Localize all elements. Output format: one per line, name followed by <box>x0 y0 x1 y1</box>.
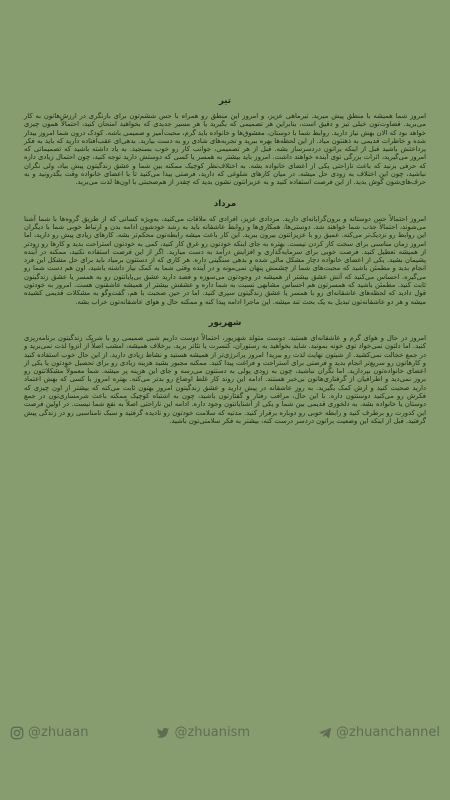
section-mordad <box>24 199 426 306</box>
telegram-icon <box>318 726 332 740</box>
section-text: امروز احتمالاً حس دوستانه و برون‌گرایانه‌ای دارید. مردادی عزیز، افرادی که ملاقات می‌کنید، به‌ویژه کسانی که از طریق گروه‌ها با شما آشنا می‌شوند، احتمالاً جذب شما خواهند شد. دوستی‌ها، همکاری‌ها و روابط عاشقانه باید به رشد خودشون ادامه بدن و ارتباط خوبی شما با دیگران این روابط رو نزدیک‌تر می‌کنه. عمیق رو با عزیزانتون بیرون ببرید. این کار باعث میشه رابطه‌تون محکم‌تر بشه. کارهای زیادی پیش رو دارید، اما امروز زمان مناسبی برای سخت کار کردن نیست. بهتره به جای اینکه خودتون رو غرق کار کنید، کمی به خودتون استراحت بدید و کارها رو زودتر از همیشه تعطیل کنید. فرصت خوبی برای سرمایه‌گذاری و افزایش درآمد به دست میارید. اگر از این فرصت استفاده نکنید، ممکنه در آینده پشیمان بشید. یکی از اعضای خانواده دچار مشکل مالی شده و بدهی سنگینی داره. هر کاری که از دستتون برمیاد باید برای حل مشکل این فرد انجام بدید و مطمئن باشید که محبت‌های شما از چشمش پنهان نمی‌مونه و در آینده وقتی شما به کمک نیاز داشته باشید، اون هم دست شما رو می‌گیره. احساس می‌کنید که آتش عشق بیشتر از همیشه در وجودتون می‌سوزه و قصد دارید عشق بی‌پایانتون رو به همسر یا عشق زندگیتون ثابت کنید. مطمئن باشید که همسرتون هم احساس مشابهی نسبت به شما داره و عشقش بیشتر از همیشه عاشقتون هست. امروز به خودتون قول دادید که لحظه‌های عاشقانه‌ای رو با همسر یا عشق زندگیتون سپری کنید. اما در حین صحبت با هم، گفت‌وگو به مشکلات قدیمی کشیده میشه و هر دو عاشقانه‌تون تبدیل به یک بحث تند میشه. این ماجرا ادامه پیدا کنه و ممکنه حال و هوای عاشقانه‌تون خراب بشه. <box>24 214 426 306</box>
telegram-label: @zhuanchannel <box>336 725 440 740</box>
section-text: امروز شما همیشه با منطق پیش میرید. تیرماهی عزیز، و امروز این منطق رو همراه با حس ششم‌تون برای بازنگری در ارزش‌هاتون به کار می‌برید. قضاوت‌تون خیلی تیز و دقیق است، بنابراین هر تصمیمی که بگیرید یا هر مسیر جدیدی که بخواهید امتحان کنید، احتمالاً همون چیزی خواهد بود که الان بهش نیاز دارید. روابط شما با دوستان، معشوق‌ها و خانواده باید گرم، محبت‌آمیز و صمیمی باشه. کودک درون شما امروز بیدار شده و خاطرات قدیمی به ذهنتون میاد. از این لحظه‌ها بهره ببرید و تجربه‌های شادی رو به دست بیارید. بدهی‌ای عقب‌افتاده دارید که باید به فکر پرداختش باشید قبل از اینکه براتون دردسرساز بشه. قبل از هر تصمیمی، جوانب کار رو خوب بسنجید. به یاد داشته باشید که تصمیماتی که امروز می‌گیرید، اثرات بزرگی توی آینده خواهند داشت. امروز باید بیشتر به همسر یا کسی که دوستش دارید توجه کنید، چون احتمال زیادی داره که حرفی بزنید که باعث ناراحتی یکی از اعضای خانواده بشه. به اختلاف‌نظر کوچیک ممکنه بین شما و عشق زندگیتون پیش بیاد، ولی نگران نباشید، چون این اختلاف به زودی حل میشه. در میان کارهای شلوغی که دارید، فرصتی پیدا می‌کنید تا با اعضای خانواده وقت بگذرونید و به حرف‌های‌شون گوش بدید. از این فرصت استفاده کنید و به عزیزانتون نشون بدید که چقدر از هم‌صحبتی با اون‌ها لذت می‌برید. <box>24 112 426 187</box>
instagram-label: @zhuaan <box>28 725 89 740</box>
twitter-handle[interactable] <box>156 725 250 740</box>
social-footer <box>10 725 440 740</box>
twitter-icon <box>156 726 170 740</box>
section-tir <box>24 96 426 187</box>
section-title: مرداد <box>213 198 237 209</box>
section-text: امروز در حال و هوای گرم و عاشقانه‌ای هستید. دوست متولد شهریور، احتمالاً دوست داریم شبی صمیمی رو با شریک زندگیتون برنامه‌ریزی کنید. اما دلتون نمی‌خواد توی خونه بمونید. شاید بخواهید به رستوران، کنسرت یا تئاتر برید. برخلاف همیشه، امشب اصلاً از انزوا لذت نمی‌برید و در جمع خجالت نمی‌کشید. از شبتون نهایت لذت رو ببرید! امروز پرانرژی‌تر از همیشه هستید و نشاط زیادی دارید. از این حال خوب استفاده کنید و کارهاتون رو سریع‌تر انجام بدید و فرصتی برای استراحت و فراغت پیدا کنید. ممکنه مجبور بشید هزینه زیادی رو برای تحصیل خودتون یا یکی از اعضای خانواده‌تون بپردازید. اما نگران نباشید، چون به زودی پولی به دستتون می‌رسه و جای این هزینه پر میشه. شما معمولاً مشکلاتتون رو بروز نمی‌دید و اطرافیان از گرفتاری‌هاتون بی‌خبر هستند. ادامه این روند کار غلط اوضاع رو بدتر می‌کنه. بهتره امروز با کسی که بهش اعتماد دارید صحبت کنید و ازش کمک بگیرید. به روزِ عاشقانه در پیش دارید و عشق زندگیتون امروز بهتون ثابت می‌کنه که بیشتر از اون چیزی که فکرش رو می‌کنید دوستتون داره. با این حال، مراقب رفتار و گفتارتون باشید، چون به اشتباه کوچیک ممکنه باعث شرمساری‌تون در جمع دوستان یا خانواده بشه. به دلخوری قدیمی بین شما و یکی از آشنایانتون وجود داره. ادامه این ناراحتی اصلاً به نفع شما نیست. در اولین فرصت این کدورت رو برطرف کنید و رابطه خوبی رو دوباره برقرار کنید. مدتیه که سلامت خودتون رو نادیده گرفتید و سبک نامناسبی رو در زندگی پیش گرفتید. قبل از اینکه این وضعیت براتون دردسر درست کنه، بیشتر به فکر سلامتی‌تون باشید. <box>24 333 426 425</box>
section-title: تیر <box>219 96 231 106</box>
telegram-handle[interactable] <box>318 725 440 740</box>
section-title: شهریور <box>208 317 242 328</box>
horoscope-article <box>24 96 426 437</box>
instagram-handle[interactable] <box>10 725 88 740</box>
twitter-label: @zhuanism <box>174 725 251 740</box>
instagram-icon <box>10 726 24 740</box>
section-shahrivar <box>24 318 426 425</box>
